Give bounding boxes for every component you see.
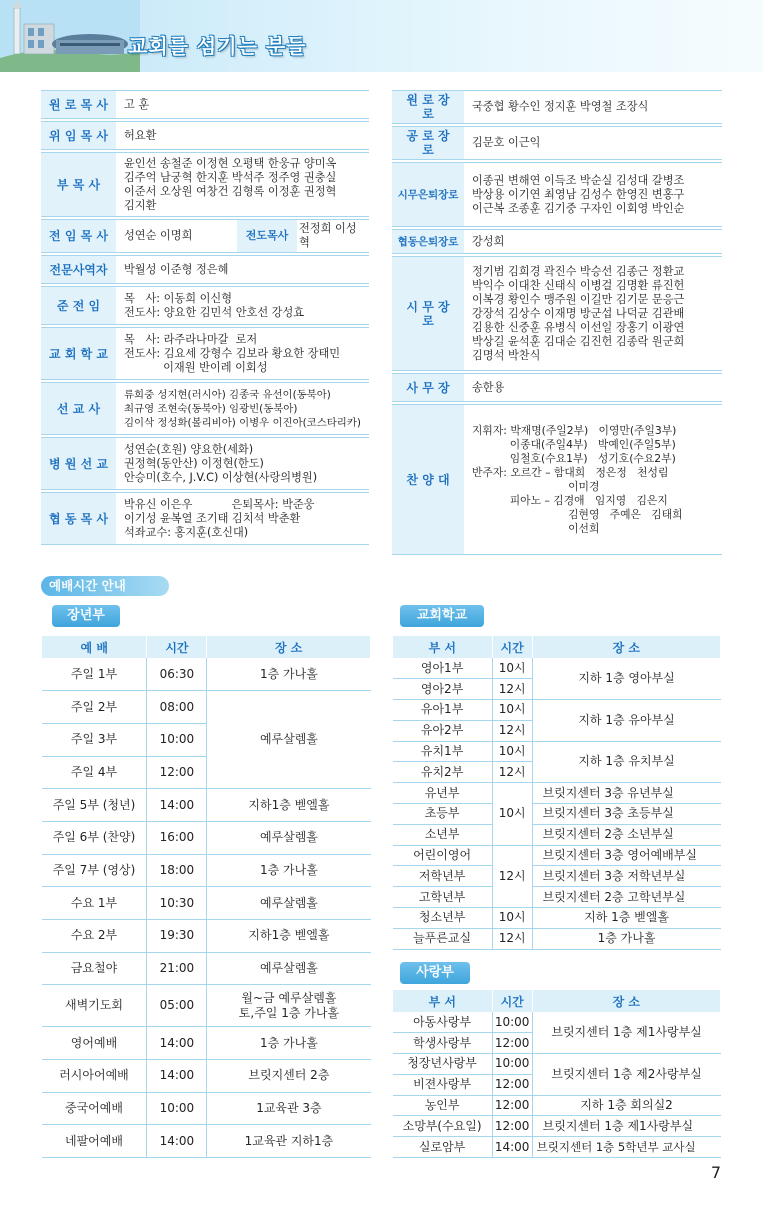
staff-value: 전정희 이성혁 bbox=[297, 220, 369, 253]
service-name: 수요 2부 bbox=[42, 920, 147, 953]
dept-name: 저학년부 bbox=[393, 866, 493, 887]
church-building-illustration bbox=[0, 0, 140, 72]
service-time: 10:30 bbox=[147, 887, 207, 920]
service-place: 예루살렘홀 bbox=[207, 691, 371, 789]
dept-name: 소망부(수요일) bbox=[393, 1116, 493, 1137]
dept-place: 지하 1층 회의실2 bbox=[532, 1095, 720, 1116]
table-row bbox=[393, 928, 721, 949]
dept-place: 브릿지센터 1층 5학년부 교사실 bbox=[532, 1137, 720, 1158]
dept-time: 12시 bbox=[492, 762, 532, 783]
staff-value: 이종권 변해연 이득조 박순실 김성대 갈병조 박상용 이기연 최영남 김성수 한영진 변홍구 이근복 조종훈 김기중 구자인 이회영 박인순 bbox=[464, 163, 722, 227]
service-time: 10:00 bbox=[147, 723, 207, 756]
column-header: 시간 bbox=[492, 636, 532, 658]
page-title: 교회를 섬기는 분들 bbox=[128, 34, 307, 58]
dept-time: 10시 bbox=[492, 700, 532, 721]
table-row bbox=[393, 658, 721, 679]
dept-name: 초등부 bbox=[393, 804, 493, 825]
dept-place: 브릿지센터 3층 유년부실 bbox=[532, 783, 720, 804]
staff-value: 성연순 이명희 bbox=[116, 220, 237, 253]
church-school-schedule-table bbox=[392, 636, 721, 950]
dept-time: 12시 bbox=[492, 720, 532, 741]
tab-church-school: 교회학교 bbox=[400, 605, 484, 627]
service-time: 14:00 bbox=[147, 1125, 207, 1158]
staff-label: 부 목 사 bbox=[41, 153, 116, 217]
service-time: 18:00 bbox=[147, 854, 207, 887]
staff-value: 고 훈 bbox=[116, 91, 369, 119]
staff-table-right bbox=[392, 90, 722, 555]
service-time: 14:00 bbox=[147, 1060, 207, 1093]
staff-value: 박월성 이준형 정은혜 bbox=[116, 256, 369, 284]
staff-row bbox=[392, 374, 722, 402]
service-place: 1교육관 지하1층 bbox=[207, 1125, 371, 1158]
dept-name: 유치2부 bbox=[393, 762, 493, 783]
table-row bbox=[393, 824, 721, 845]
staff-label: 병 원 선 교 bbox=[41, 438, 116, 490]
staff-row bbox=[41, 438, 369, 490]
dept-time: 10:00 bbox=[492, 1012, 532, 1033]
service-place: 1층 가나홀 bbox=[207, 658, 371, 691]
dept-time: 12:00 bbox=[492, 1116, 532, 1137]
staff-label: 교 회 학 교 bbox=[41, 328, 116, 380]
service-name: 네팔어예배 bbox=[42, 1125, 147, 1158]
dept-time: 12시 bbox=[492, 679, 532, 700]
dept-time: 12시 bbox=[492, 845, 532, 907]
staff-value: 류희중 성지현(러시아) 김종국 유선이(동북아) 최규영 조현숙(동북아) 임광빈(동북아) 김이삭 정성화(볼리비아) 이병우 이진아(코스타리카) bbox=[116, 383, 369, 435]
dept-name: 농인부 bbox=[393, 1095, 493, 1116]
dept-time: 10시 bbox=[492, 783, 532, 845]
service-place: 지하1층 벧엘홀 bbox=[207, 920, 371, 953]
staff-label: 시무은퇴장로 bbox=[392, 163, 464, 227]
table-row bbox=[42, 887, 371, 920]
staff-row bbox=[392, 257, 722, 371]
table-row bbox=[42, 854, 371, 887]
staff-label: 공 로 장 로 bbox=[392, 127, 464, 160]
tab-adult: 장년부 bbox=[52, 605, 120, 627]
service-time: 19:30 bbox=[147, 920, 207, 953]
table-row bbox=[393, 908, 721, 929]
dept-time: 10:00 bbox=[492, 1054, 532, 1075]
dept-name: 청소년부 bbox=[393, 908, 493, 929]
service-place: 예루살렘홀 bbox=[207, 952, 371, 985]
staff-label: 원 로 장 로 bbox=[392, 91, 464, 124]
staff-value: 송한용 bbox=[464, 374, 722, 402]
staff-row bbox=[41, 153, 369, 217]
service-place: 예루살렘홀 bbox=[207, 887, 371, 920]
service-time: 05:00 bbox=[147, 985, 207, 1027]
dept-time: 12:00 bbox=[492, 1033, 532, 1054]
column-header: 예 배 bbox=[42, 636, 147, 658]
table-row bbox=[393, 887, 721, 908]
service-place: 1교육관 3층 bbox=[207, 1092, 371, 1125]
dept-time: 10시 bbox=[492, 908, 532, 929]
dept-place: 지하 1층 유아부실 bbox=[532, 700, 720, 742]
staff-label: 협 동 목 사 bbox=[41, 493, 116, 545]
staff-value: 강성희 bbox=[464, 230, 722, 254]
staff-row bbox=[392, 163, 722, 227]
dept-time: 10시 bbox=[492, 741, 532, 762]
staff-label: 전문사역자 bbox=[41, 256, 116, 284]
service-place: 지하1층 벧엘홀 bbox=[207, 789, 371, 822]
staff-value: 성연순(호원) 양요한(세화) 권정혁(동안산) 이정현(한도) 안승미(호수, J.V.C) 이상현(사랑의병원) bbox=[116, 438, 369, 490]
staff-value: 김문호 이근익 bbox=[464, 127, 722, 160]
section-title-worship: 예배시간 안내 bbox=[41, 576, 169, 596]
dept-place: 브릿지센터 1층 제1사랑부실 bbox=[532, 1012, 720, 1054]
staff-value: 목 사: 라주라나마갈 로저 전도사: 김요세 강형수 김보라 황요한 장태민 이재원 반이레 이회성 bbox=[116, 328, 369, 380]
dept-name: 고학년부 bbox=[393, 887, 493, 908]
dept-place: 브릿지센터 2층 소년부실 bbox=[532, 824, 720, 845]
page-header bbox=[0, 0, 763, 72]
service-time: 06:30 bbox=[147, 658, 207, 691]
table-row bbox=[393, 783, 721, 804]
page-number: 7 bbox=[710, 1163, 721, 1182]
staff-row bbox=[41, 287, 369, 325]
dept-name: 어린이영어 bbox=[393, 845, 493, 866]
service-name: 주일 3부 bbox=[42, 723, 147, 756]
service-name: 수요 1부 bbox=[42, 887, 147, 920]
staff-label: 사 무 장 bbox=[392, 374, 464, 402]
staff-label: 협동은퇴장로 bbox=[392, 230, 464, 254]
dept-name: 유치1부 bbox=[393, 741, 493, 762]
dept-time: 14:00 bbox=[492, 1137, 532, 1158]
staff-row bbox=[392, 405, 722, 555]
table-row bbox=[42, 658, 371, 691]
service-place: 1층 가나홀 bbox=[207, 1027, 371, 1060]
dept-place: 브릿지센터 2층 고학년부실 bbox=[532, 887, 720, 908]
service-name: 주일 4부 bbox=[42, 756, 147, 789]
dept-name: 소년부 bbox=[393, 824, 493, 845]
service-name: 주일 6부 (찬양) bbox=[42, 821, 147, 854]
service-time: 14:00 bbox=[147, 789, 207, 822]
service-name: 주일 2부 bbox=[42, 691, 147, 724]
table-row bbox=[393, 845, 721, 866]
staff-row bbox=[41, 493, 369, 545]
tab-sarang: 사랑부 bbox=[400, 962, 470, 984]
service-name: 금요철야 bbox=[42, 952, 147, 985]
dept-place: 브릿지센터 3층 초등부실 bbox=[532, 804, 720, 825]
staff-value: 정기범 김희경 곽진수 박승선 김종근 정환교 박익수 이대찬 신태식 이병걸 김명환 류진헌 이복경 황인수 맹주원 이길만 김기문 문응근 강장석 김상수 이재명 방군섭 나덕균 김관배 김용한 신중훈 유병식 이선일 장홍기 이광연 박상길 윤석훈 김대순 김진헌 김종락 원군희 김명석 박찬식 bbox=[464, 257, 722, 371]
dept-place: 브릿지센터 1층 제1사랑부실 bbox=[532, 1116, 720, 1137]
service-name: 영어예배 bbox=[42, 1027, 147, 1060]
dept-time: 10시 bbox=[492, 658, 532, 679]
staff-row bbox=[41, 328, 369, 380]
service-time: 14:00 bbox=[147, 1027, 207, 1060]
staff-label: 전 임 목 사 bbox=[41, 220, 116, 253]
dept-name: 청장년사랑부 bbox=[393, 1054, 493, 1075]
service-place: 예루살렘홀 bbox=[207, 821, 371, 854]
dept-name: 유년부 bbox=[393, 783, 493, 804]
staff-row bbox=[392, 230, 722, 254]
dept-name: 영아1부 bbox=[393, 658, 493, 679]
staff-value: 윤인선 송철준 이정현 오평택 한웅규 양미옥 김주억 남궁혁 한지훈 박석주 정주영 권충실 이준서 오상원 여창건 김형록 이정훈 권정혁 김지환 bbox=[116, 153, 369, 217]
staff-value: 박유신 이은우 은퇴목사: 박준웅 이기성 윤복열 조기태 김치석 박춘환 석좌교수: 홍지훈(호신대) bbox=[116, 493, 369, 545]
staff-value: 허요환 bbox=[116, 122, 369, 150]
service-name: 새벽기도회 bbox=[42, 985, 147, 1027]
table-row bbox=[42, 789, 371, 822]
dept-name: 늘푸른교실 bbox=[393, 928, 493, 949]
staff-label: 원 로 목 사 bbox=[41, 91, 116, 119]
adult-schedule-table bbox=[41, 636, 371, 1158]
dept-place: 지하 1층 벧엘홀 bbox=[532, 908, 720, 929]
dept-name: 아동사랑부 bbox=[393, 1012, 493, 1033]
table-row bbox=[42, 920, 371, 953]
dept-name: 학생사랑부 bbox=[393, 1033, 493, 1054]
dept-time: 12시 bbox=[492, 928, 532, 949]
dept-place: 브릿지센터 3층 저학년부실 bbox=[532, 866, 720, 887]
service-place: 브릿지센터 2층 bbox=[207, 1060, 371, 1093]
staff-value: 지휘자: 박재명(주일2부) 이영만(주일3부) 이종대(주일4부) 박예인(주일5부) 임철호(수요1부) 성기호(수요2부) 반주자: 오르간 – 함대희 정은정 천성림 이미경 피아노 – 김경애 임지영 김은지 김현영 주예은 김태희 이선희 bbox=[464, 405, 722, 555]
staff-row bbox=[41, 122, 369, 150]
dept-place: 브릿지센터 1층 제2사랑부실 bbox=[532, 1054, 720, 1096]
sarang-schedule-table bbox=[392, 990, 721, 1158]
dept-place: 브릿지센터 3층 영어예배부실 bbox=[532, 845, 720, 866]
column-header: 부 서 bbox=[393, 990, 493, 1012]
staff-label: 위 임 목 사 bbox=[41, 122, 116, 150]
staff-label: 선 교 사 bbox=[41, 383, 116, 435]
column-header: 시간 bbox=[492, 990, 532, 1012]
table-row bbox=[42, 691, 371, 724]
column-header: 장 소 bbox=[532, 636, 720, 658]
dept-name: 영아2부 bbox=[393, 679, 493, 700]
staff-row bbox=[41, 383, 369, 435]
column-header: 장 소 bbox=[207, 636, 371, 658]
staff-label: 준 전 임 bbox=[41, 287, 116, 325]
dept-name: 비젼사랑부 bbox=[393, 1074, 493, 1095]
staff-label: 찬 양 대 bbox=[392, 405, 464, 555]
table-row bbox=[393, 741, 721, 762]
service-name: 주일 1부 bbox=[42, 658, 147, 691]
staff-value: 국중협 황수인 정지훈 박영철 조장식 bbox=[464, 91, 722, 124]
staff-row bbox=[392, 91, 722, 124]
staff-row bbox=[41, 256, 369, 284]
table-row bbox=[393, 1054, 721, 1075]
table-row bbox=[42, 952, 371, 985]
table-row bbox=[42, 1092, 371, 1125]
table-row bbox=[393, 700, 721, 721]
service-time: 08:00 bbox=[147, 691, 207, 724]
table-row bbox=[393, 1095, 721, 1116]
staff-row bbox=[41, 91, 369, 119]
table-row bbox=[393, 866, 721, 887]
service-name: 중국어예배 bbox=[42, 1092, 147, 1125]
dept-name: 실로암부 bbox=[393, 1137, 493, 1158]
service-time: 10:00 bbox=[147, 1092, 207, 1125]
service-time: 16:00 bbox=[147, 821, 207, 854]
service-place: 1층 가나홀 bbox=[207, 854, 371, 887]
column-header: 시간 bbox=[147, 636, 207, 658]
table-row bbox=[42, 1060, 371, 1093]
table-row bbox=[393, 1012, 721, 1033]
staff-label: 전도목사 bbox=[237, 220, 297, 253]
service-place: 월~금 예루살렘홀 토,주일 1층 가나홀 bbox=[207, 985, 371, 1027]
table-row bbox=[393, 1116, 721, 1137]
table-row bbox=[393, 804, 721, 825]
dept-place: 지하 1층 유치부실 bbox=[532, 741, 720, 783]
dept-name: 유아1부 bbox=[393, 700, 493, 721]
staff-table-left bbox=[41, 90, 369, 545]
staff-row bbox=[41, 220, 369, 253]
table-row bbox=[42, 1027, 371, 1060]
dept-place: 지하 1층 영아부실 bbox=[532, 658, 720, 700]
staff-label: 시 무 장 로 bbox=[392, 257, 464, 371]
service-name: 주일 7부 (영상) bbox=[42, 854, 147, 887]
dept-name: 유아2부 bbox=[393, 720, 493, 741]
column-header: 부 서 bbox=[393, 636, 493, 658]
staff-value: 목 사: 이동희 이신형 전도사: 양요한 김민석 안호선 강성효 bbox=[116, 287, 369, 325]
table-row bbox=[393, 1137, 721, 1158]
dept-time: 12:00 bbox=[492, 1074, 532, 1095]
dept-place: 1층 가나홀 bbox=[532, 928, 720, 949]
staff-row bbox=[392, 127, 722, 160]
column-header: 장 소 bbox=[532, 990, 720, 1012]
service-name: 러시아어예배 bbox=[42, 1060, 147, 1093]
service-name: 주일 5부 (청년) bbox=[42, 789, 147, 822]
service-time: 21:00 bbox=[147, 952, 207, 985]
service-time: 12:00 bbox=[147, 756, 207, 789]
dept-time: 12:00 bbox=[492, 1095, 532, 1116]
table-row bbox=[42, 821, 371, 854]
table-row bbox=[42, 1125, 371, 1158]
table-row bbox=[42, 985, 371, 1027]
